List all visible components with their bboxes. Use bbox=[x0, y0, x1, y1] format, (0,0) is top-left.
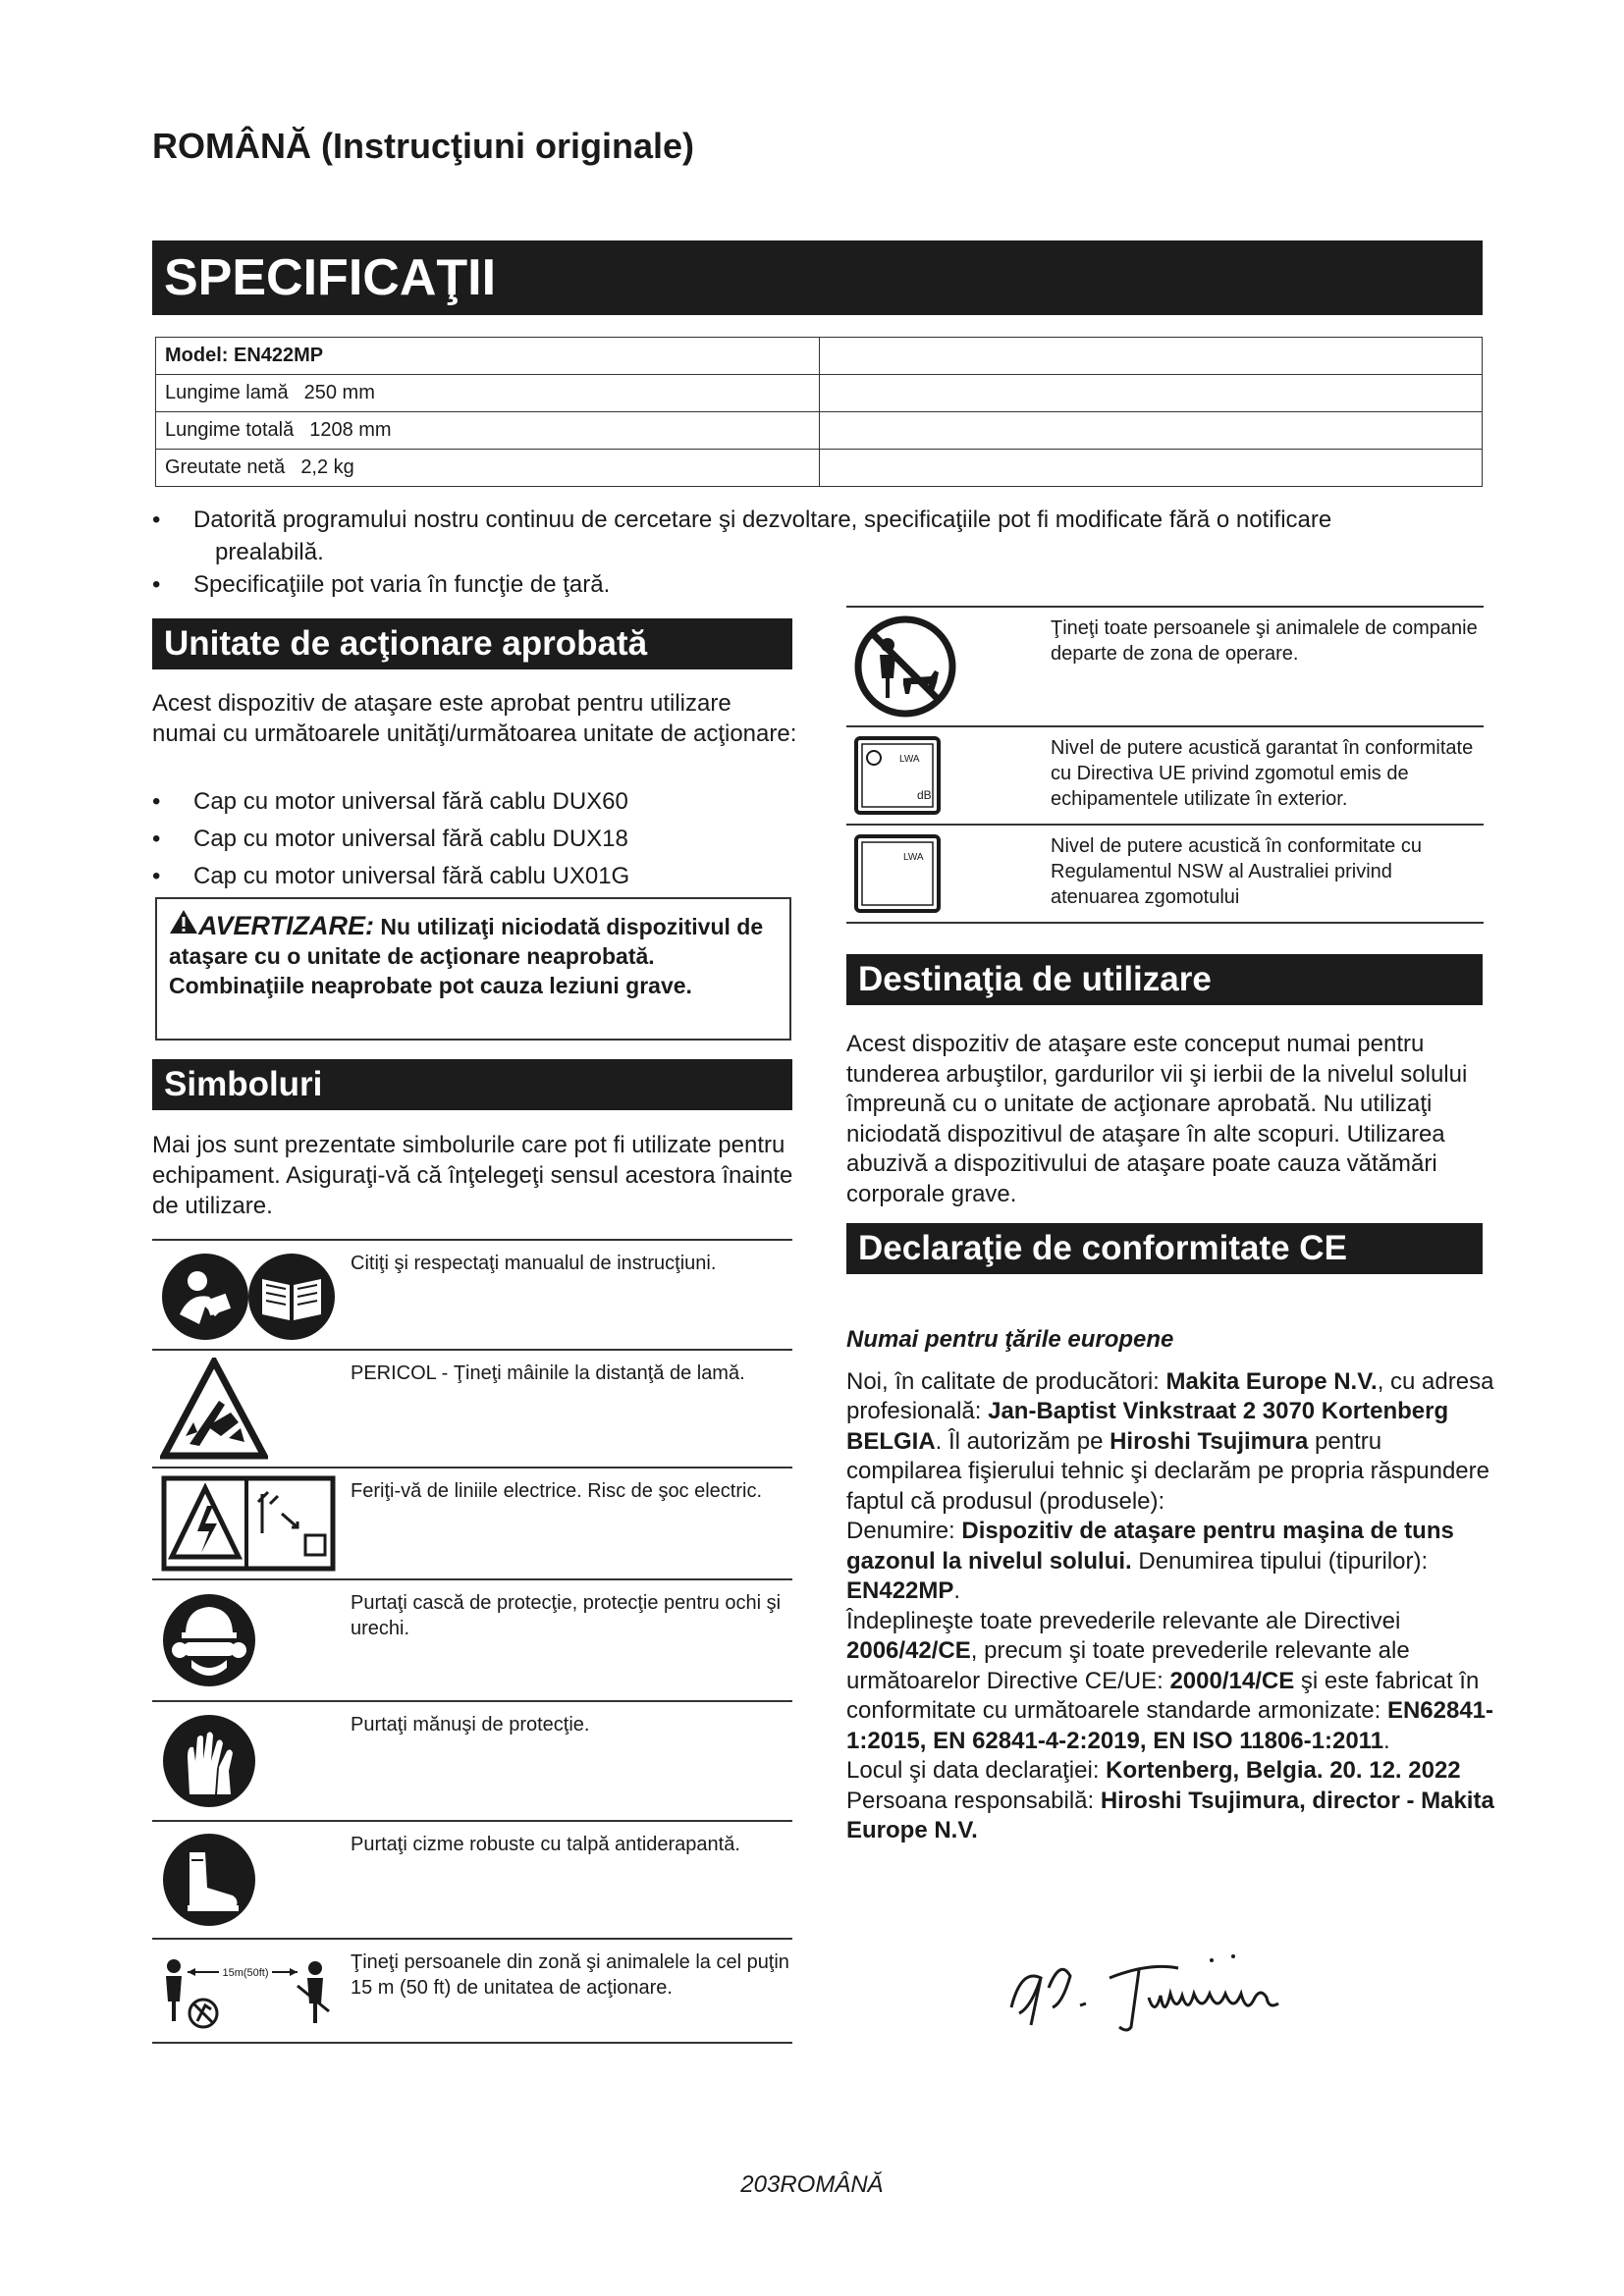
spec-row bbox=[156, 450, 820, 487]
warning-box bbox=[155, 897, 791, 1041]
intended-use-heading: Destinaţia de utilizare bbox=[846, 954, 1483, 1005]
empty-cell bbox=[819, 412, 1483, 450]
spec-label: Lungime lamă bbox=[165, 382, 289, 403]
page-language-title: ROMÂNĂ (Instrucţiuni originale) bbox=[152, 126, 694, 166]
lwa-label: LWA bbox=[899, 754, 920, 765]
symbol-text: Feriţi-vă de liniile electrice. Risc de şoc electric. bbox=[351, 1480, 763, 1502]
symbol-row bbox=[152, 1239, 792, 1349]
sound-power-nsw-icon bbox=[846, 826, 1043, 922]
symbol-row bbox=[152, 1467, 792, 1578]
ce-paragraph: Persoana responsabilă: Hiroshi Tsujimura, director - Makita Europe N.V. bbox=[846, 1787, 1494, 1843]
symbol-text: Purtaţi cizme robuste cu talpă antiderapantă. bbox=[351, 1834, 740, 1855]
sound-power-eu-icon bbox=[846, 727, 1043, 824]
blade-danger-icon bbox=[152, 1351, 339, 1467]
symbol-text: Nivel de putere acustică în conformitate cu Regulamentul NSW al Australiei privind atenuarea zgomotului bbox=[1051, 835, 1422, 908]
symbol-row bbox=[152, 1700, 792, 1820]
ce-declaration-heading: Declaraţie de conformitate CE bbox=[846, 1223, 1483, 1274]
intended-use-text: Acest dispozitiv de ataşare este conceput numai pentru tunderea arbuştilor, gardurilor vii şi ierbii de la nivelul solului împreună cu o unitate de acţionare aprobată. Nu utilizaţi niciodată dispozitivul de ataşare în alte scopuri. Utilizarea abuzivă a dispozitivului de ataşare poate cauza vătămări corporale grave. bbox=[846, 1031, 1468, 1207]
ce-declaration-body bbox=[846, 1325, 1494, 1846]
empty-cell bbox=[819, 375, 1483, 412]
symbol-row bbox=[152, 1938, 792, 2044]
spec-note: • Datorită programului nostru continuu de cercetare şi dezvoltare, specificaţiile pot fi modificate fără o notificare bbox=[152, 504, 1488, 536]
warning-triangle-icon bbox=[169, 914, 198, 939]
boots-icon bbox=[152, 1822, 339, 1938]
spec-label: Lungime totală bbox=[165, 419, 295, 441]
symbol-row bbox=[846, 725, 1484, 824]
symbol-text: Citiţi şi respectaţi manualul de instrucţiuni. bbox=[351, 1253, 717, 1274]
spec-note: • Specificaţiile pot varia în funcţie de ţară. bbox=[152, 568, 1488, 601]
symbol-text: Purtaţi mănuşi de protecţie. bbox=[351, 1714, 590, 1735]
warning-text: Nu utilizaţi niciodată dispozitivul de ataşare cu o unitate de acţionare neaprobată. Combinaţiile neaprobate pot cauza leziuni grave. bbox=[169, 914, 764, 998]
drive-unit-list bbox=[152, 783, 800, 895]
spec-value: 250 mm bbox=[303, 382, 375, 403]
lwa-label: LWA bbox=[903, 852, 924, 863]
symbol-row bbox=[846, 606, 1484, 725]
electric-lines-icon bbox=[152, 1468, 339, 1578]
specifications-heading: SPECIFICAŢII bbox=[152, 240, 1483, 315]
symbol-row bbox=[152, 1349, 792, 1467]
warning-label: AVERTIZARE: bbox=[198, 911, 375, 940]
symbol-text: Nivel de putere acustică garantat în conformitate cu Directiva UE privind zgomotul emis de echipamentele utilizate în exterior. bbox=[1051, 737, 1474, 810]
distance-label: 15m(50ft) bbox=[222, 1967, 269, 1979]
no-people-animals-icon bbox=[846, 608, 1043, 725]
symbol-text: Purtaţi cască de protecţie, protecţie pentru ochi şi urechi. bbox=[351, 1592, 782, 1639]
spec-row bbox=[156, 412, 820, 450]
spec-row bbox=[156, 375, 820, 412]
symbol-row bbox=[152, 1820, 792, 1938]
symbol-text: PERICOL - Ţineţi mâinile la distanţă de lamă. bbox=[351, 1362, 745, 1384]
symbols-table bbox=[152, 1239, 792, 2044]
specifications-table bbox=[155, 337, 1483, 487]
symbols-intro: Mai jos sunt prezentate simbolurile care pot fi utilizate pentru echipament. Asiguraţi-vă că înţelegeţi sensul acestora înainte de utilizare. bbox=[152, 1132, 793, 1219]
signature bbox=[1001, 1949, 1326, 2042]
spec-value: 1208 mm bbox=[309, 419, 392, 441]
list-item: • Cap cu motor universal fără cablu DUX18 bbox=[152, 821, 800, 858]
list-item: • Cap cu motor universal fără cablu UX01G bbox=[152, 858, 800, 895]
list-item: • Cap cu motor universal fără cablu DUX60 bbox=[152, 783, 800, 821]
symbols-heading: Simboluri bbox=[152, 1059, 792, 1110]
empty-cell bbox=[819, 338, 1483, 375]
empty-cell bbox=[819, 450, 1483, 487]
drive-unit-heading: Unitate de acţionare aprobată bbox=[152, 618, 792, 669]
ce-paragraph: Îndeplineşte toate prevederile relevante ale Directivei 2006/42/CE, precum şi toate prevederile relevante ale următoarelor Directive CE/UE: 2000/14/CE şi este fabricat în conformitate cu următoarele standarde armonizate: EN62841-1:2015, EN 62841-4-2:2019, EN ISO 11806-1:2011. bbox=[846, 1607, 1494, 1754]
ce-subheading: Numai pentru ţările europene bbox=[846, 1326, 1174, 1353]
symbol-text: Ţineţi persoanele din zonă şi animalele la cel puţin 15 m (50 ft) de unitatea de acţionare. bbox=[351, 1951, 789, 1999]
spec-label: Greutate netă bbox=[165, 456, 286, 478]
spec-note-continuation: prealabilă. bbox=[215, 539, 324, 565]
symbol-text: Ţineţi toate persoanele şi animalele de companie departe de zona de operare. bbox=[1051, 617, 1478, 665]
ce-paragraph: Locul şi data declaraţiei: Kortenberg, Belgia. 20. 12. 2022 bbox=[846, 1757, 1461, 1784]
ce-paragraph: Denumire: Dispozitiv de ataşare pentru maşina de tuns gazonul la nivelul solului. Denumirea tipului (tipurilor): EN422MP. bbox=[846, 1518, 1454, 1604]
read-manual-icon bbox=[152, 1241, 339, 1349]
ce-paragraph: Noi, în calitate de producători: Makita Europe N.V., cu adresa profesională: Jan-Baptist Vinkstraat 2 3070 Kortenberg BELGIA. Îl autorizăm pe Hiroshi Tsujimura pentru compilarea fişierului tehnic şi declarăm pe propria răspundere faptul că produsul (produsele): bbox=[846, 1367, 1494, 1515]
gloves-icon bbox=[152, 1702, 339, 1820]
symbol-row bbox=[846, 824, 1484, 924]
model-cell: Model: EN422MP bbox=[156, 338, 820, 375]
spec-notes bbox=[152, 504, 1488, 601]
helmet-goggles-earmuffs-icon bbox=[152, 1580, 339, 1700]
symbol-row bbox=[152, 1578, 792, 1700]
spec-value: 2,2 kg bbox=[300, 456, 354, 478]
symbols-right-table bbox=[846, 606, 1484, 924]
svg-text:dB: dB bbox=[917, 788, 932, 802]
keep-distance-icon bbox=[152, 1940, 339, 2042]
page-footer: 203ROMÂNĂ bbox=[740, 2171, 884, 2198]
drive-unit-intro: Acest dispozitiv de ataşare este aprobat pentru utilizare numai cu următoarele unităţi/următoarea unitate de acţionare: bbox=[152, 690, 797, 747]
